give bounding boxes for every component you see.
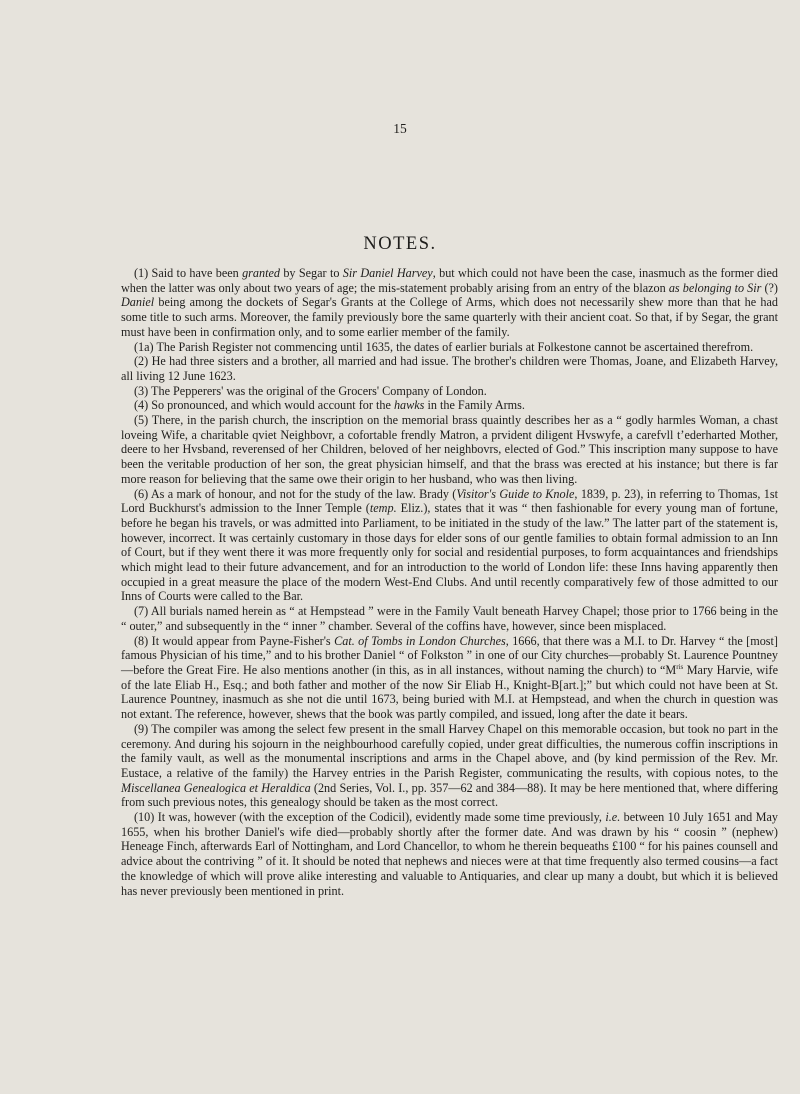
note-text: Sir Daniel Harvey xyxy=(342,266,433,280)
note-text: (1a) The Parish Register not commencing until 1635, the dates of earlier burials at Folkestone cannot be ascertained therefrom. xyxy=(134,339,754,354)
note-text: (2nd Series, Vol. I., pp. 357—62 and 384—88). It may be here mentioned that, where differing from such previous notes, this genealogy should be taken as the most correct. xyxy=(121,780,779,810)
note-text: (9) The compiler was among the select few present in the small Harvey Chapel on this memorable occasion, but took no part in the ceremony. And during his sojourn in the neighbourhood carefully copied, under great difficulties, the numerous coffin inscriptions in the family vault, as well as the monumental inscriptions and arms in the Chapel above, and (by kind permission of the Rev. Mr. Eustace, a relative of the family) the Harvey entries in the Parish Register, communicating the results, with copious notes, to the xyxy=(121,721,778,780)
note-text: Daniel xyxy=(121,295,155,310)
note-paragraph xyxy=(121,810,778,898)
note-text: granted xyxy=(242,266,280,280)
note-text: (1) Said to have been xyxy=(134,266,243,280)
note-text: being among the dockets of Segar's Grants at the College of Arms, which does not necessarily shew more than that he had some title to such arms. Moreover, the family previously bore the same quarterly with their ancient coat. So that, if by Segar, the grant must have been in confirmation only, and to some earlier member of the family. xyxy=(121,295,778,339)
note-paragraph xyxy=(121,266,778,340)
note-text: ris xyxy=(676,662,684,671)
note-text: between 10 July 1651 and May 1655, when his brother Daniel's wife died—probably shortly after the former date. And was drawn by his “ coosin ” (nephew) Heneage Finch, afterwards Earl of Nottingham, and Lord Chancellor, to whom he therein bequeaths £100 “ for his paines counsell and advice about the contriving ” of it. It should be noted that nephews and nieces were at that time frequently also termed cousins—a fact the knowledge of which will prove alike interesting and valuable to Antiquaries, and clear up many a doubt, but which it is believed has never previously been mentioned in print. xyxy=(121,810,779,898)
note-text: (3) The Pepperers' was the original of the Grocers' Company of London. xyxy=(134,383,487,398)
note-paragraph xyxy=(121,604,778,633)
note-text: in the Family Arms. xyxy=(424,398,525,413)
note-paragraph xyxy=(121,398,778,413)
note-text: (2) He had three sisters and a brother, all married and had issue. The brother's children were Thomas, Joane, and Elizabeth Harvey, all living 12 June 1623. xyxy=(121,354,778,383)
note-text: i.e. xyxy=(605,810,621,825)
note-text: Cat. of Tombs in London Churches xyxy=(334,633,506,648)
note-paragraph xyxy=(121,340,778,355)
note-paragraph xyxy=(121,487,778,605)
note-text: by Segar to xyxy=(280,266,343,280)
note-text: , but which could not have been the case, inasmuch as the former died when the latter was only about two years of age; the mis-statement probably arising from an entry of the blazon xyxy=(121,266,779,295)
note-text: , 1839, p. 23), in referring to Thomas, 1st Lord Buckhurst's admission to the Inner Temple ( xyxy=(121,486,778,516)
note-text: hawks xyxy=(393,398,425,413)
note-text: Visitor's Guide to Knole xyxy=(456,486,575,501)
note-text: (8) It would appear from Payne-Fisher's xyxy=(134,633,335,648)
note-text: temp. xyxy=(369,501,397,516)
page-number: 15 xyxy=(393,121,407,136)
notes-heading: NOTES. xyxy=(363,234,437,254)
note-text: (6) As a mark of honour, and not for the study of the law. Brady ( xyxy=(134,486,457,501)
note-text: (10) It was, however (with the exception of the Codicil), evidently made some time previously, xyxy=(134,810,606,825)
note-text: Miscellanea Genealogica et Heraldica xyxy=(121,780,311,795)
note-text: (4) So pronounced, and which would account for the xyxy=(134,398,394,413)
note-text: as belonging to Sir xyxy=(668,280,762,295)
note-paragraph xyxy=(121,722,778,810)
note-paragraph xyxy=(121,413,778,487)
note-text: (7) All burials named herein as “ at Hempstead ” were in the Family Vault beneath Harvey Chapel; those prior to 1766 being in the “ outer,” and subsequently in the “ inner ” chamber. Several of the coffins have, however, since been misplaced. xyxy=(121,604,778,633)
note-paragraph xyxy=(121,384,778,399)
note-text: (5) There, in the parish church, the inscription on the memorial brass quaintly describes her as a “ godly harmles Woman, a chast loveing Wife, a charitable qviet Neighbovr, a cofortable frendly Matron, a prvident diligent Hvswyfe, a carefvll t’ederharted Mother, deere to her Hvsband, reverensed of her Children, beloved of her neighbovrs, elected of God.” This inscription many suppose to have been the veritable production of her son, the great physician himself, and that the brass was erected at his instance; but there is far more reason for believing that the same owe their origin to her husband, who was then living. xyxy=(121,413,778,486)
note-paragraph xyxy=(121,634,778,722)
note-text: Mary Harvie, wife of the late Eliab H., Esq.; and both father and mother of the now Sir Eliab H., Knight-B[art.];” but which could not have been at St. Laurence Pountney, inasmuch as she not die until 1673, being buried with M.I. at Hempstead, and when the church in question was not extant. The reference, however, shews that the book was partly compiled, and issued, long after the date it bears. xyxy=(121,662,778,722)
note-text: (?) xyxy=(761,280,778,295)
note-text: , 1666, that there was a M.I. to Dr. Harvey “ the [most] famous Physician of his time,” and to his brother Daniel “ of Folkston ” in one of our City churches—probably St. Laurence Pountney—before the Great Fire. He also mentions another (in this, as in all instances, without naming the church) to “M xyxy=(121,633,778,677)
notes-body xyxy=(121,266,778,898)
note-paragraph xyxy=(121,354,778,383)
note-text: Eliz.), states that it was “ then fashionable for every young man of fortune, before he began his travels, or was admitted into Parliament, to be initiated in the study of the law.” The latter part of the statement is, however, incorrect. It was certainly customary in those days for elder sons of our gentle families to obtain formal admission to an Inn of Court, but if they went there it was more frequently only for social and residential purposes, to form acquaintances and friendships which might lead to their future advancement, and for an introduction to the world of London life: these Inns having apparently then occupied in a great measure the place of the modern West-End Clubs. And until recently comparatively few of those admitted to our Inns of Courts were called to the Bar. xyxy=(121,501,779,604)
